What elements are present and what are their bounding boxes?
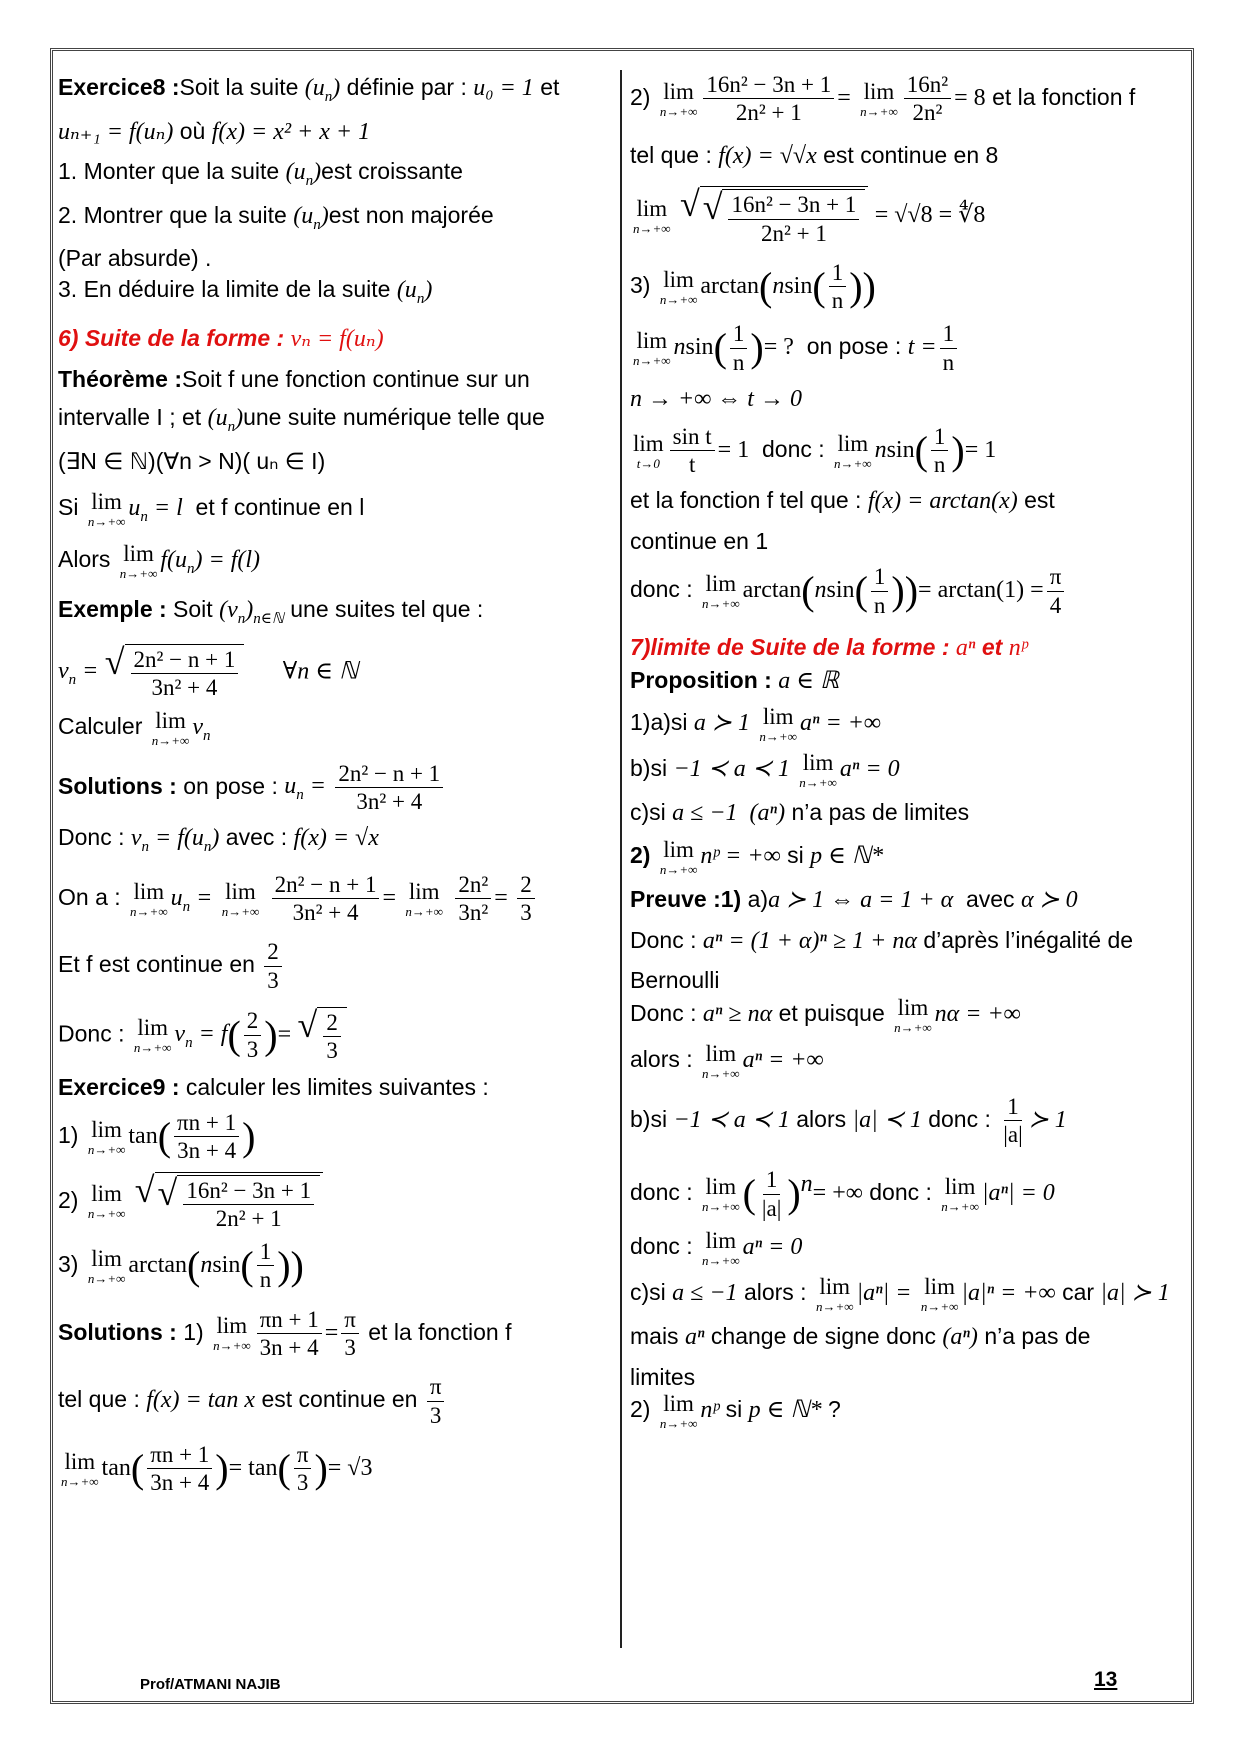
exercise9-q1: 1) lim n→+∞ tan( $\frac{\pi n + 1}{3n + 4}$ ) bbox=[58, 1109, 256, 1164]
page-number: 13 bbox=[1094, 1668, 1118, 1691]
example-calc: Calculer lim n→+∞ $v_n$ bbox=[58, 707, 211, 748]
footer-author: Prof/ATMANI NAJIB bbox=[140, 1676, 281, 1693]
proof-bernoulli-2: Bernoulli bbox=[630, 967, 720, 994]
exercise8-q3: 3. En déduire la limite de la suite $(u_n)$ bbox=[58, 275, 433, 307]
proof-b: b)si −1 ≺ a ≺ 1 alors |a| ≺ 1 donc : $\frac{1}{|a|}$ ≻ 1 bbox=[630, 1093, 1067, 1147]
proof-b-donc1: donc : lim n→+∞ ( $\frac{1}{|a|}$ )$^n$= +∞ donc : lim n→+∞ |aⁿ| = 0 bbox=[630, 1167, 1055, 1221]
part3-pose: lim n→+∞ nsin( $\frac{1}{n}$ )= ? on pose : t = $\frac{1}{n}$ bbox=[630, 321, 1185, 375]
example-line1: Exemple : Soit $(v_n)_{n\in ℕ}$ une suites tel que : bbox=[58, 596, 484, 628]
proof-bernoulli: Donc : aⁿ = (1 + α)ⁿ ≥ 1 + nα d’après l’inégalité de bbox=[630, 926, 1134, 954]
part3-result: donc : lim n→+∞ arctan(nsin( $\frac{1}{n}$ ))= arctan(1) = $\frac{\pi}{4}$ bbox=[630, 564, 1185, 618]
solution-result: Donc : lim n→+∞ $v_n = f$( $\frac{2}{3}$ )= √ $\frac{2}{3}$ bbox=[58, 1007, 618, 1064]
part3-sin-limit: lim t→0 $\frac{\text{sin t}}{t}$ = 1 donc : lim n→+∞ nsin( $\frac{1}{n}$ )= 1 bbox=[633, 423, 997, 478]
proof-c: c)si a ≤ −1 alors : lim n→+∞ |aⁿ| = lim n→+∞ |a|ⁿ = +∞ car |a| ≻ 1 bbox=[630, 1273, 1170, 1314]
solution-ona: On a : lim n→+∞ $u_n$ = lim n→+∞ $\frac{\text{2n² − n + 1}}{\text{3n² + 4}}$ = lim n→+∞ $\frac{\text{2n²}}{\text{3n²}}$ = $\frac{2}{3}$ bbox=[58, 872, 618, 926]
exercise8-q2: 2. Montrer que la suite $(u_n)est$ non majorée bbox=[58, 201, 494, 233]
proof-1a: Preuve :1) a)a ≻ 1 ⇔ a = 1 + α avec α ≻ 0 bbox=[630, 885, 1078, 913]
proof-c-mais: mais aⁿ change de signe donc (aⁿ) n’a pas de bbox=[630, 1322, 1091, 1350]
theorem-si: Si lim n→+∞ $u_n = l$ et f continue en l bbox=[58, 489, 365, 530]
part2-limit: 2) lim n→+∞ $\frac{\text{16n² − 3n + 1}}{\text{2n² + 1}}$ = lim n→+∞ $\frac{\text{16n²}}{\text{2n²}}$ = 8 et la fonction f bbox=[630, 72, 1136, 126]
solution9-q1: Solutions : 1) lim n→+∞ $\frac{\pi n + 1}{3n + 4}$ = $\frac{\pi}{3}$ et la fonction f bbox=[58, 1306, 512, 1360]
part3-implication: n → +∞ ⇔ t → 0 bbox=[630, 386, 802, 413]
section6-heading: 6) Suite de la forme : vₙ = f(uₙ) bbox=[58, 325, 384, 353]
theorem-line1: Théorème :Soit f une fonction continue sur un bbox=[58, 366, 530, 393]
proposition-2: 2) lim n→+∞ nᵖ = +∞ si p ∈ ℕ* bbox=[630, 836, 884, 877]
proof-alors: alors : lim n→+∞ aⁿ = +∞ bbox=[630, 1040, 824, 1081]
solution9-result: lim n→+∞ tan( $\frac{\pi n + 1}{3n + 4}$ )= tan( $\frac{\pi}{3}$ )= √3 bbox=[61, 1441, 373, 1496]
exercise9-q3: 3) lim n→+∞ arctan(nsin( $\frac{1}{n}$ )) bbox=[58, 1239, 304, 1293]
proposition-1a: 1)a)si a ≻ 1 lim n→+∞ aⁿ = +∞ bbox=[630, 704, 882, 745]
part3-title: 3) lim n→+∞ arctan(nsin( $\frac{1}{n}$ )) bbox=[630, 259, 876, 314]
theorem-line2: intervalle I ; et $(u_n)une$ suite numérique telle que bbox=[58, 404, 545, 436]
exercise8-q2-note: (Par absurde) . bbox=[58, 245, 212, 272]
proposition-1b: b)si −1 ≺ a ≺ 1 lim n→+∞ aⁿ = 0 bbox=[630, 750, 900, 791]
exercise8-line1: Exercice8 :Soit la suite $(u_n)$ définie par : u₀ = 1 et bbox=[58, 74, 560, 105]
solution9-tan: tel que : f(x) = tan x est continue en $\frac{\pi}{3}$ bbox=[58, 1374, 618, 1428]
part3-function: et la fonction f tel que : f(x) = arctan(x) est bbox=[630, 487, 1055, 515]
proof-b-donc2: donc : lim n→+∞ aⁿ = 0 bbox=[630, 1227, 803, 1268]
exercise8-line2: uₙ₊₁ = f(uₙ) où f(x) = x² + x + 1 bbox=[58, 117, 371, 145]
part2-function: tel que : f(x) = √√x est continue en 8 bbox=[630, 141, 999, 169]
exercise9-q2: 2) lim n→+∞ √ √ $\frac{\text{16n² − 3n + 1}}{\text{2n² + 1}}$ bbox=[58, 1172, 618, 1232]
column-divider bbox=[620, 70, 622, 1648]
solution-pose: Solutions : on pose : $u_n$ = $\frac{\text{2n² − n + 1}}{\text{3n² + 4}}$ bbox=[58, 761, 618, 815]
part3-continue: continue en 1 bbox=[630, 527, 769, 554]
proposition-title: Proposition : a ∈ ℝ bbox=[630, 666, 839, 694]
theorem-line3: (∃N ∈ ℕ)(∀n > N)( uₙ ∈ I) bbox=[58, 448, 326, 475]
exercise9-title: Exercice9 : calculer les limites suivantes : bbox=[58, 1073, 489, 1100]
proposition-1c: c)si a ≤ −1 (aⁿ) n’a pas de limites bbox=[630, 799, 970, 827]
exercise8-q1: 1. Monter que la suite $(u_n)est$ croissante bbox=[58, 158, 463, 190]
solution-donc: Donc : $v_n = f(u_n)$ avec : f(x) = √x bbox=[58, 824, 379, 855]
proof-donc: Donc : aⁿ ≥ nα et puisque lim n→+∞ nα = +∞ bbox=[630, 994, 1021, 1035]
solution-continue: Et f est continue en $\frac{2}{3}$ bbox=[58, 939, 618, 993]
right-column bbox=[630, 72, 1185, 1430]
section7-heading: 7)limite de Suite de la forme : aⁿ et nᵖ bbox=[630, 633, 1028, 661]
proof-c-limites: limites bbox=[630, 1363, 696, 1390]
part2-result: lim n→+∞ √ √ $\frac{\text{16n² − 3n + 1}}{\text{2n² + 1}}$ = √√8 = ∜8 bbox=[633, 184, 986, 246]
example-formula: $v_n$ = √ $\frac{\text{2n² − n + 1}}{\text{3n² + 4}}$ ∀n ∈ ℕ bbox=[58, 641, 359, 701]
left-column bbox=[58, 72, 618, 1495]
theorem-alors: Alors lim n→+∞ $f(u_n) = f(l)$ bbox=[58, 541, 261, 582]
proof-2: 2) lim n→+∞ nᵖ si p ∈ ℕ* ? bbox=[630, 1390, 841, 1431]
